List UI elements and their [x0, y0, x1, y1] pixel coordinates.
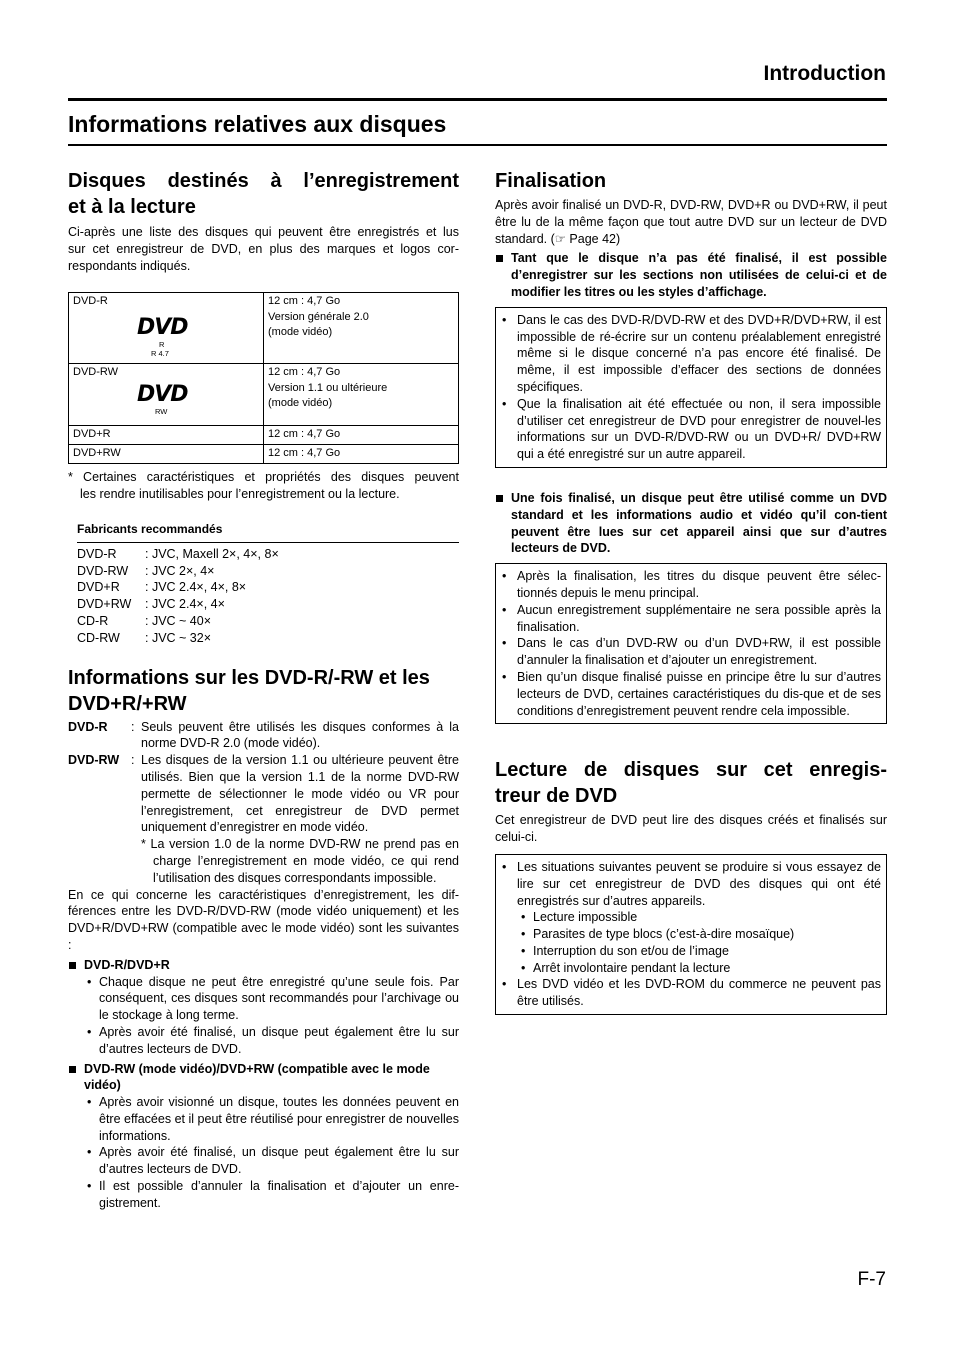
- header-rule: [68, 98, 887, 101]
- disc-type: DVD+RW: [69, 445, 264, 464]
- lecture-sub-list: [501, 909, 881, 976]
- list-item: DVD+RW : JVC 2.4×, 4×: [77, 597, 225, 612]
- disques-heading: Disques destinés à l’enregistrement et à la lecture: [68, 170, 459, 218]
- list-item: • Après avoir été finalisé, un disque peut également être lu sur d’autres lecteurs de DVD.: [68, 1144, 459, 1178]
- disc-type: DVD+R: [69, 426, 264, 445]
- finalisation-head2: Une fois finalisé, un disque peut être utilisé comme un DVD standard et les informations audio et vidéo qu’il con-tient peuvent être lues sur cet appareil ainsi que sur d’autres lecteurs de DVD.: [495, 490, 887, 557]
- table-row: [69, 293, 459, 364]
- list-item: • Arrêt involontaire pendant la lecture: [501, 960, 881, 977]
- finalisation-head1: Tant que le disque n’a pas été finalisé, il est possible d’enregistrer sur les sections non utilisées de celui-ci et de modifier les titres ou les styles d’affichage.: [495, 250, 887, 300]
- diff-text: En ce qui concerne les caractéristiques d’enregistrement, les dif-férences entre les DVD-R/DVD-RW (mode vidéo uniquement) et les DVD+R/DVD+RW (compatible avec le mode vidéo) sont les suivantes :: [68, 887, 459, 952]
- disc-spec: (mode vidéo): [268, 326, 333, 339]
- finalisation-box2: [495, 563, 887, 724]
- list-item: • Bien qu’un disque finalisé puisse en principe être lu sur d’autres lecteurs de DVD, certaines caractéristiques du dis-que et de ses conditions d’enregistrement peuvent rendre cela impossible.: [501, 669, 881, 719]
- section-header: Introduction: [763, 62, 886, 85]
- disc-spec: 12 cm : 4,7 Go: [268, 295, 341, 308]
- list-item: • Interruption du son et/ou de l’image: [501, 943, 881, 960]
- infos-heading: Informations sur les DVD-R/-RW et les DVD+R/+RW: [68, 666, 430, 715]
- page-title: Informations relatives aux disques: [68, 111, 447, 137]
- right-column: [495, 168, 887, 1015]
- dvd-r-definition: DVD-R : Seuls peuvent être utilisés les disques conformes à la norme DVD-R 2.0 (mode vidéo).: [68, 719, 459, 751]
- lecture-box: [495, 854, 887, 1015]
- disc-spec: 12 cm : 4,7 Go: [268, 366, 341, 379]
- list-item: • Après avoir visionné un disque, toutes les données peuvent en être effacées et il peut être réutilisé pour enregistrer de nouvelles informations.: [68, 1094, 459, 1144]
- list-item: DVD+R : JVC 2.4×, 4×, 8×: [77, 580, 247, 595]
- list-item: CD-R : JVC ~ 40×: [77, 613, 212, 628]
- disc-spec: 12 cm : 4,7 Go: [264, 445, 459, 464]
- dvd-rw-definition: DVD-RW : Les disques de la version 1.1 ou ultérieure peuvent être utilisés. Bien que la version 1.1 de la norme DVD-RW permette de sélectionner le mode vidéo ou VR pour l’enregistrement, cet enregistreur de DVD permet uniquement d’enregistrer en mode vidéo.: [68, 753, 459, 835]
- finalisation-intro: Après avoir finalisé un DVD-R, DVD-RW, DVD+R ou DVD+RW, il peut être lu de la même façon que tout autre DVD sur un lecteur de DVD standard. (☞ Page 42): [495, 198, 887, 246]
- title-rule: [68, 144, 887, 146]
- list-item: • Les DVD vidéo et les DVD-ROM du commerce ne peuvent pas être utilisés.: [501, 976, 881, 1010]
- list-item: • Lecture impossible: [501, 909, 881, 926]
- disc-type: DVD-R: [73, 295, 108, 308]
- footnote-1: * Certaines caractéristiques et propriétés des disques peuvent: [68, 470, 459, 485]
- list-item: • Parasites de type blocs (c’est-à-dire mosaïque): [501, 926, 881, 943]
- disc-table: [68, 292, 459, 464]
- list-item: • Après avoir été finalisé, un disque peut également être lu sur d’autres lecteurs de DVD.: [68, 1024, 459, 1058]
- list-item: • Que la finalisation ait été effectuée ou non, il sera impossible d’utiliser cet enregistreur de DVD pour enregistrer de nouvel-les informations sur un DVD-R/DVD-RW ou un DVD+R/ DVD+RW qui a été enregistré sur un autre appareil.: [501, 396, 881, 463]
- left-column: [68, 168, 459, 1212]
- list-item: • Les situations suivantes peuvent se produire si vous essayez de lire sur cet enregistreur de DVD des disques qui ont été enregistrés sur d’autres appareils.: [501, 859, 881, 909]
- list-item: DVD-R : JVC, Maxell 2×, 4×, 8×: [77, 546, 279, 561]
- disc-spec: (mode vidéo): [268, 397, 333, 410]
- disques-intro-3: respondants indiqués.: [68, 258, 191, 273]
- manufacturers-list: [77, 546, 459, 647]
- list-item: • Dans le cas des DVD-R/DVD-RW et des DVD+R/DVD+RW, il est impossible de ré-écrire sur un contenu préalablement enregistré même si le disque concerné n’a pas encore été finalisé. De même, il est impossible d’effacer des sections de données spécifiques.: [501, 312, 881, 396]
- list-item: CD-RW : JVC ~ 32×: [77, 630, 212, 645]
- disques-intro-2: sur cet enregistreur de DVD, en plus des marques et logos cor-: [68, 241, 459, 256]
- disc-spec: Version 1.1 ou ultérieure: [268, 381, 388, 394]
- list-item: DVD-RW : JVC 2×, 4×: [77, 563, 215, 578]
- group1-title: DVD-R/DVD+R: [68, 957, 459, 974]
- group1-list: [68, 974, 459, 1058]
- list-item: • Il est possible d’annuler la finalisation et d’ajouter un enre-gistrement.: [68, 1178, 459, 1212]
- dvd-r-logo: DVD R R 4.7: [137, 314, 188, 358]
- finalisation-box1: [495, 307, 887, 468]
- disc-type: DVD-RW: [73, 366, 119, 379]
- disc-spec: 12 cm : 4,7 Go: [264, 426, 459, 445]
- footnote-2: les rendre inutilisables pour l’enregistrement ou la lecture.: [80, 487, 400, 502]
- disc-spec: Version générale 2.0: [268, 310, 369, 323]
- lecture-heading: Lecture de disques sur cet enregis- treur de DVD: [495, 759, 887, 808]
- list-item: • Dans le cas d’un DVD-RW ou d’un DVD+RW, il est possible d’annuler la finalisation et d’ajouter un enregistrement.: [501, 635, 881, 669]
- lecture-intro: Cet enregistreur de DVD peut lire des disques créés et finalisés sur celui-ci.: [495, 813, 887, 845]
- list-item: • Chaque disque ne peut être enregistré qu’une seule fois. Par conséquent, ces disques sont recommandés pour l’archivage ou le stockage à long terme.: [68, 974, 459, 1024]
- disques-intro-1: Ci-après une liste des disques qui peuvent être enregistrés et lus: [68, 225, 459, 239]
- list-item: • Aucun enregistrement supplémentaire ne sera possible après la finalisation.: [501, 602, 881, 636]
- dvd-rw-note: * La version 1.0 de la norme DVD-RW ne prend pas en charge l’enregistrement en mode vidéo, ce qui rend l’utilisation des disques correspondants impossible.: [141, 837, 459, 885]
- finalisation-heading: Finalisation: [495, 170, 607, 192]
- table-row: [69, 445, 459, 464]
- group2-title: DVD-RW (mode vidéo)/DVD+RW (compatible avec le mode vidéo): [68, 1061, 459, 1095]
- table-row: [69, 426, 459, 445]
- dvd-rw-logo: DVD RW: [137, 381, 188, 416]
- manufacturers-title: Fabricants recommandés: [77, 521, 459, 543]
- list-item: • Après la finalisation, les titres du disque peuvent être sélec-tionnés depuis le menu principal.: [501, 568, 881, 602]
- page-number: F-7: [857, 1269, 886, 1290]
- table-row: [69, 364, 459, 426]
- group2-list: [68, 1094, 459, 1212]
